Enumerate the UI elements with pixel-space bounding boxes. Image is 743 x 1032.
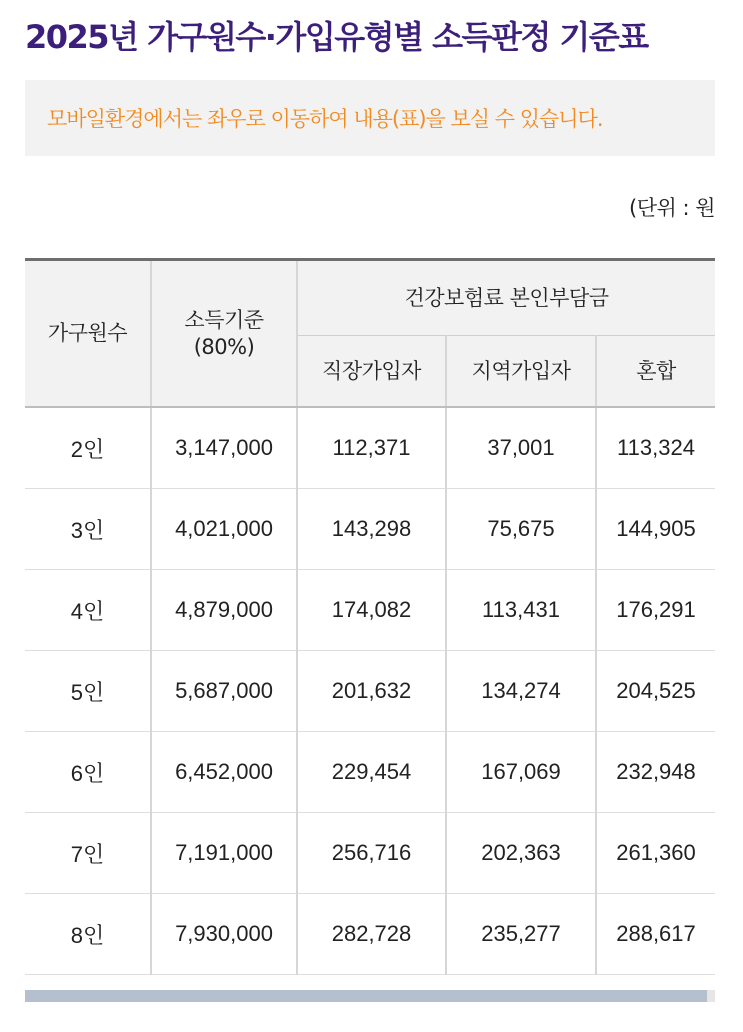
cell-regional: 167,069	[446, 732, 596, 813]
cell-employee: 174,082	[297, 570, 446, 651]
header-regional: 지역가입자	[446, 336, 596, 408]
header-income: 소득기준 (80%)	[151, 260, 297, 408]
cell-regional: 202,363	[446, 813, 596, 894]
cell-regional: 113,431	[446, 570, 596, 651]
cell-income: 5,687,000	[151, 651, 297, 732]
cell-mixed: 144,905	[596, 489, 715, 570]
header-premium-group: 건강보험료 본인부담금	[297, 260, 715, 336]
cell-household: 8인	[25, 894, 151, 975]
cell-mixed: 232,948	[596, 732, 715, 813]
header-mixed: 혼합	[596, 336, 715, 408]
header-employee: 직장가입자	[297, 336, 446, 408]
unit-label: (단위 : 원	[629, 196, 715, 220]
cell-mixed: 113,324	[596, 407, 715, 489]
cell-household: 4인	[25, 570, 151, 651]
cell-employee: 256,716	[297, 813, 446, 894]
table-row	[25, 894, 715, 975]
table-row	[25, 651, 715, 732]
table-row	[25, 813, 715, 894]
cell-mixed: 176,291	[596, 570, 715, 651]
cell-employee: 201,632	[297, 651, 446, 732]
cell-income: 4,021,000	[151, 489, 297, 570]
cell-household: 6인	[25, 732, 151, 813]
cell-income: 7,191,000	[151, 813, 297, 894]
cell-employee: 112,371	[297, 407, 446, 489]
horizontal-scrollbar[interactable]	[25, 990, 707, 1002]
cell-regional: 235,277	[446, 894, 596, 975]
cell-mixed: 204,525	[596, 651, 715, 732]
cell-employee: 282,728	[297, 894, 446, 975]
table-row	[25, 407, 715, 489]
table-row	[25, 489, 715, 570]
table-row	[25, 732, 715, 813]
cell-income: 3,147,000	[151, 407, 297, 489]
cell-household: 3인	[25, 489, 151, 570]
cell-household: 7인	[25, 813, 151, 894]
cell-employee: 143,298	[297, 489, 446, 570]
cell-regional: 75,675	[446, 489, 596, 570]
cell-income: 7,930,000	[151, 894, 297, 975]
cell-household: 5인	[25, 651, 151, 732]
cell-income: 6,452,000	[151, 732, 297, 813]
mobile-notice-text: 모바일환경에서는 좌우로 이동하여 내용(표)을 보실 수 있습니다.	[47, 107, 603, 131]
header-household: 가구원수	[25, 260, 151, 408]
cell-household: 2인	[25, 407, 151, 489]
cell-mixed: 261,360	[596, 813, 715, 894]
cell-regional: 37,001	[446, 407, 596, 489]
cell-regional: 134,274	[446, 651, 596, 732]
scrollbar-track-end	[707, 990, 715, 1002]
table-row	[25, 570, 715, 651]
page-title: 2025년 가구원수·가입유형별 소득판정 기준표	[25, 18, 648, 56]
income-criteria-table	[25, 258, 715, 975]
mobile-notice-box	[25, 80, 715, 156]
cell-employee: 229,454	[297, 732, 446, 813]
cell-income: 4,879,000	[151, 570, 297, 651]
cell-mixed: 288,617	[596, 894, 715, 975]
